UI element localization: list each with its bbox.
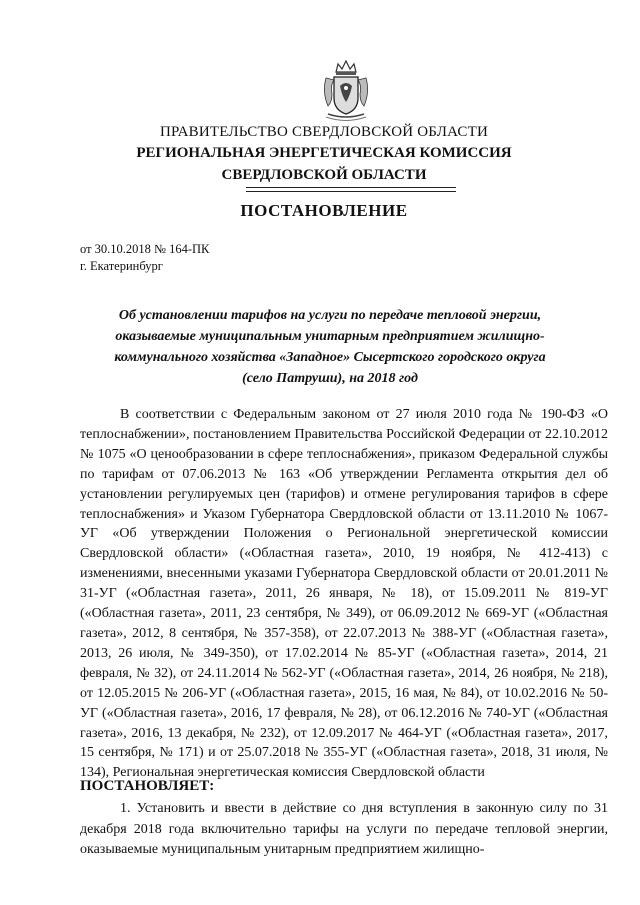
- document-date-number: от 30.10.2018 № 164-ПК: [80, 242, 210, 256]
- header-divider-thin: [246, 191, 456, 192]
- document-type: ПОСТАНОВЛЕНИЕ: [240, 201, 408, 220]
- clause-1: 1. Установить и ввести в действие со дня вступления в законную силу по 31 декабря 2018 года включительно тарифы на услуги по передаче тепловой энергии, оказываемые муниципальным унитарным предприятием жилищно-: [80, 801, 608, 857]
- region-name: СВЕРДЛОВСКОЙ ОБЛАСТИ: [221, 167, 427, 183]
- document-subject: Об установлении тарифов на услуги по передаче тепловой энергии, оказываемые муниципальным унитарным предприятием жилищно-коммунального хозяйства «Западное» Сысертского городского округа (село Патруши), на 2018 год: [114, 308, 546, 386]
- header-divider: [246, 187, 456, 188]
- preamble-paragraph: В соответствии с Федеральным законом от 27 июля 2010 года № 190-ФЗ «О теплоснабжении», постановлением Правительства Российской Федерации от 22.10.2012 № 1075 «О ценообразовании в сфере теплоснабжения», приказом Федеральной службы по тарифам от 07.06.2013 № 163 «Об утверждении Регламента открытия дел об установлении регулируемых цен (тарифов) и отмене регулирования тарифов в сфере теплоснабжения» и Указом Губернатора Свердловской области от 13.11.2010 № 1067-УГ «Об утверждении Положения о Региональной энергетической комиссии Свердловской области» («Областная газета», 2010, 19 ноября, № 412-413) с изменениями, внесенными указами Губернатора Свердловской области от 20.01.2011 № 31-УГ («Областная газета», 2011, 26 января, № 18), от 15.09.2011 № 819-УГ («Областная газета», 2011, 23 сентября, № 349), от 06.09.2012 № 669-УГ («Областная газета», 2012, 8 сентября, № 357-358), от 22.07.2013 № 388-УГ («Областная газета», 2013, 26 июля, № 349-350), от 17.02.2014 № 85-УГ («Областная газета», 2014, 21 февраля, № 32), от 24.11.2014 № 562-УГ («Областная газета», 2014, 26 ноября, № 218), от 12.05.2015 № 206-УГ («Областная газета», 2015, 16 мая, № 84), от 10.02.2016 № 50-УГ («Областная газета», 2016, 17 февраля, № 28), от 06.12.2016 № 740-УГ («Областная газета», 2016, 13 декабря, № 232), от 12.09.2017 № 464-УГ («Областная газета», 2017, 15 сентября, № 171) и от 25.07.2018 № 355-УГ («Областная газета», 2018, 31 июля, № 134), Региональная энергетическая комиссия Свердловской области: [80, 407, 608, 781]
- commission-name: РЕГИОНАЛЬНАЯ ЭНЕРГЕТИЧЕСКАЯ КОМИССИЯ: [136, 145, 512, 161]
- coat-of-arms-icon: [318, 58, 374, 122]
- resolves-heading: ПОСТАНОВЛЯЕТ:: [80, 778, 215, 794]
- government-name: ПРАВИТЕЛЬСТВО СВЕРДЛОВСКОЙ ОБЛАСТИ: [159, 124, 489, 140]
- document-city: г. Екатеринбург: [80, 259, 163, 273]
